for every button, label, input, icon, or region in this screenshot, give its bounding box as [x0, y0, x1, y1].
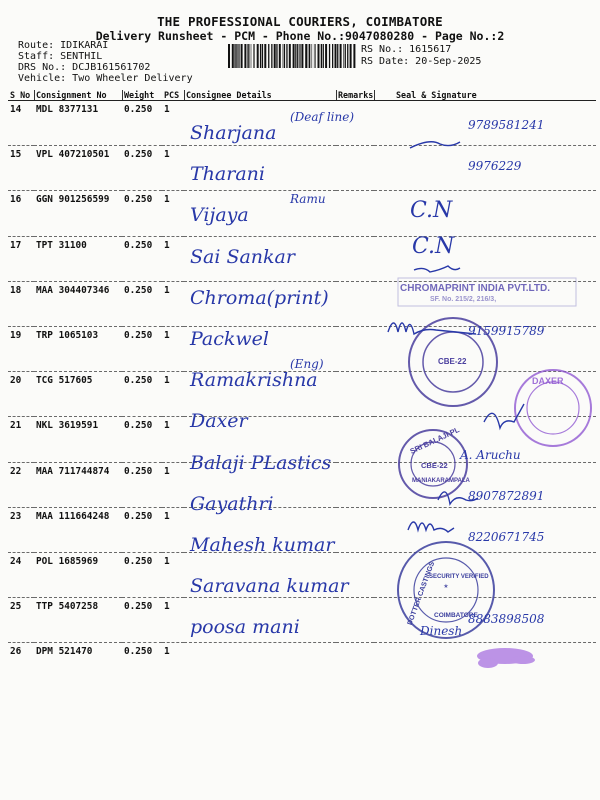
barcode-bar [286, 44, 287, 68]
col-pcs: PCS [162, 90, 184, 101]
drs-number: DRS No.: DCJB161561702 [18, 62, 151, 73]
barcode-bar [279, 44, 281, 68]
barcode-bar [241, 44, 243, 68]
barcode-bar [254, 44, 255, 68]
row-sno: 17 [8, 236, 34, 281]
row-pcs: 1 [162, 236, 184, 281]
balaji-cbe22: CBE-22 [421, 461, 448, 470]
row-weight: 0.250 [122, 101, 162, 146]
company-title: THE PROFESSIONAL COURIERS, COIMBATORE [157, 14, 443, 29]
runsheet-barcode [228, 44, 356, 68]
row-pcs: 1 [162, 101, 184, 146]
barcode-bar [271, 44, 272, 68]
barcode-bar [353, 44, 355, 68]
row-weight: 0.250 [122, 598, 162, 643]
row-consignment-no: POL 1685969 [34, 552, 122, 597]
row-weight: 0.250 [122, 372, 162, 417]
row-consignment-no: VPL 407210501 [34, 146, 122, 191]
row-remarks [336, 146, 374, 191]
barcode-bar [239, 44, 240, 68]
barcode-bar [314, 44, 315, 68]
col-remarks: Remarks [338, 90, 374, 100]
handwritten-phone: 9789581241 [468, 118, 545, 132]
handwritten-phone: 8907872891 [468, 488, 545, 503]
handwritten-consignee: Saravana kumar [190, 575, 349, 598]
row-consignee [184, 643, 336, 688]
row-weight: 0.250 [122, 417, 162, 462]
barcode-bar [297, 44, 298, 68]
handwritten-consignee: Gayathri [190, 492, 274, 515]
cbe22-stamp: CBE-22 [438, 357, 467, 366]
barcode-bar [247, 44, 248, 68]
handwritten-remark: Ramu [290, 192, 326, 207]
handwritten-consignee: Daxer [190, 410, 248, 433]
row-seal [374, 191, 596, 236]
row-remarks [336, 417, 374, 462]
chroma-stamp-address: SF. No. 215/2, 216/3, [430, 296, 497, 303]
handwritten-consignee: Vijaya [190, 204, 249, 227]
row-pcs: 1 [162, 146, 184, 191]
barcode-bar [345, 44, 346, 68]
row-sno: 22 [8, 462, 34, 507]
handwritten-phone: 9976229 [468, 159, 522, 174]
table-row [8, 643, 596, 688]
row-sno: 14 [8, 101, 34, 146]
barcode-bar [321, 44, 322, 68]
staff-label: Staff: SENTHIL [18, 51, 103, 62]
handwritten-consignee: poosa mani [190, 616, 300, 639]
barcode-bar [289, 44, 291, 68]
col-consignment: Consignment No [34, 90, 122, 101]
barcode-bar [268, 44, 269, 68]
barcode-bar [308, 44, 309, 68]
row-remarks [336, 281, 374, 326]
row-consignment-no: MAA 111664248 [34, 507, 122, 552]
row-pcs: 1 [162, 372, 184, 417]
barcode-bar [309, 44, 310, 68]
row-weight: 0.250 [122, 507, 162, 552]
col-seal: Seal & Signature [374, 90, 596, 101]
barcode-bar [340, 44, 342, 68]
barcode-bar [283, 44, 284, 68]
row-remarks [336, 462, 374, 507]
handwritten-consignee: Packwel [190, 328, 269, 350]
cn-mark-16: C.N [410, 198, 453, 223]
svg-text:★: ★ [443, 584, 449, 590]
handwritten-consignee: Sharjana [190, 122, 277, 144]
row-sno: 21 [8, 417, 34, 462]
row-consignment-no: TTP 5407258 [34, 598, 122, 643]
row-consignment-no: MAA 304407346 [34, 281, 122, 326]
balaji-stamp-address: MANIAKARAMPALA [412, 478, 470, 484]
row-sno: 20 [8, 372, 34, 417]
row-consignment-no: MDL 8377131 [34, 101, 122, 146]
row-pcs: 1 [162, 281, 184, 326]
route-label: Route: IDIKARAI [18, 40, 109, 51]
barcode-bar [300, 44, 301, 68]
row-weight: 0.250 [122, 236, 162, 281]
row-weight: 0.250 [122, 552, 162, 597]
row-remarks [336, 326, 374, 371]
handwritten-consignee: Balaji PLastics [190, 451, 332, 474]
handwritten-consignee: Mahesh kumar [190, 534, 335, 556]
row-sno: 19 [8, 326, 34, 371]
barcode-bar [315, 44, 316, 68]
table-row [8, 236, 596, 281]
row-consignment-no: MAA 711744874 [34, 462, 122, 507]
row-pcs: 1 [162, 552, 184, 597]
table-header-row [8, 90, 596, 101]
barcode-bar [343, 44, 344, 68]
barcode-bar [295, 44, 296, 68]
handwritten-consignee: Ramakrishna [190, 369, 318, 392]
header-divider [122, 90, 123, 100]
header-divider [374, 90, 375, 100]
barcode-bar [350, 44, 352, 68]
row-weight: 0.250 [122, 191, 162, 236]
row-remarks [336, 598, 374, 643]
row-pcs: 1 [162, 462, 184, 507]
row-weight: 0.250 [122, 462, 162, 507]
chroma-stamp-name: CHROMAPRINT INDIA PVT.LTD. [400, 283, 550, 294]
header-divider [184, 90, 185, 100]
barcode-bar [234, 44, 235, 68]
row-seal [374, 236, 596, 281]
row-consignment-no: TCG 517605 [34, 372, 122, 417]
row-weight: 0.250 [122, 281, 162, 326]
handwritten-consignee: Sai Sankar [190, 245, 295, 268]
row-remarks [336, 191, 374, 236]
barcode-bar [337, 44, 338, 68]
row-remarks [336, 236, 374, 281]
row-pcs: 1 [164, 646, 170, 658]
barcode-bar [329, 44, 330, 68]
row-weight: 0.250 [122, 326, 162, 371]
rs-date: RS Date: 20-Sep-2025 [361, 56, 482, 67]
handwritten-consignee: Tharani [190, 163, 265, 186]
barcode-bar [238, 44, 239, 68]
row-sno: 24 [8, 552, 34, 597]
barcode-bar [347, 44, 348, 68]
barcode-bar [332, 44, 333, 68]
barcode-bar [335, 44, 337, 68]
row-seal [374, 643, 596, 688]
cn-mark-17: C.N [412, 234, 455, 259]
row-sno: 16 [8, 191, 34, 236]
balaji-stamp: SRI BALAJI PL [408, 425, 461, 456]
coimbatore-stamp: COIMBATORE [434, 612, 478, 619]
row-weight: 0.250 [122, 146, 162, 191]
barcode-bar [276, 44, 277, 68]
seal-signature-name: Dinesh [420, 624, 463, 638]
barcode-bar [284, 44, 285, 68]
barcode-bar [257, 44, 259, 68]
vehicle-label: Vehicle: Two Wheeler Delivery [18, 73, 193, 84]
dotter-stamp: DOTTER CASTINGS [406, 560, 437, 627]
row-consignment-no: GGN 901256599 [34, 191, 122, 236]
row-remarks [336, 643, 374, 688]
col-sno: S No [8, 90, 34, 101]
rs-number: RS No.: 1615617 [361, 44, 452, 55]
row-sno: 26 [10, 646, 22, 658]
barcode-bar [262, 44, 263, 68]
barcode-bar [251, 44, 252, 68]
barcode-bar [236, 44, 237, 68]
daxer-stamp: DAXER [532, 376, 564, 386]
row-weight: 0.250 [124, 646, 153, 658]
barcode-bar [301, 44, 303, 68]
row-sno: 15 [8, 146, 34, 191]
barcode-bar [274, 44, 276, 68]
barcode-bar [293, 44, 295, 68]
row-consignment-no: TRP 1065103 [34, 326, 122, 371]
handwritten-phone: 9159915789 [468, 324, 545, 338]
header-divider [336, 90, 337, 100]
row-pcs: 1 [162, 191, 184, 236]
barcode-bar [232, 44, 234, 68]
handwritten-consignee: Chroma(print) [190, 286, 329, 309]
runsheet-subtitle: Delivery Runsheet - PCM - Phone No.:9047080280 - Page No.:2 [95, 29, 505, 43]
col-consignee: Consignee Details [184, 90, 336, 101]
security-stamp: SECURITY VERIFIED [429, 574, 489, 580]
barcode-bar [312, 44, 313, 68]
barcode-bar [228, 44, 230, 68]
barcode-bar [260, 44, 261, 68]
barcode-bar [305, 44, 307, 68]
row-consignment-no: TPT 31100 [34, 236, 122, 281]
row-sno: 23 [8, 507, 34, 552]
barcode-bar [318, 44, 320, 68]
barcode-bar [264, 44, 266, 68]
row-pcs: 1 [162, 507, 184, 552]
acknowledged-signature: A. Aruchu [460, 448, 521, 462]
row-sno: 25 [8, 598, 34, 643]
row-remarks [336, 372, 374, 417]
barcode-bar [325, 44, 327, 68]
row-consignment-no: NKL 3619591 [34, 417, 122, 462]
handwritten-remark: (Deaf line) [290, 110, 355, 124]
row-pcs: 1 [162, 326, 184, 371]
barcode-bar [323, 44, 324, 68]
row-sno: 18 [8, 281, 34, 326]
row-pcs: 1 [162, 417, 184, 462]
barcode-bar [253, 44, 254, 68]
barcode-bar [244, 44, 246, 68]
row-consignment-no: DPM 521470 [36, 646, 93, 658]
barcode-bar [248, 44, 249, 68]
header-divider [34, 90, 35, 100]
row-remarks [336, 507, 374, 552]
handwritten-phone: 8220671745 [468, 530, 545, 544]
row-pcs: 1 [162, 598, 184, 643]
barcode-bar [299, 44, 300, 68]
handwritten-remark: (Eng) [290, 357, 324, 372]
handwritten-phone: 8883898508 [468, 612, 545, 627]
col-weight: Weight [122, 90, 162, 101]
